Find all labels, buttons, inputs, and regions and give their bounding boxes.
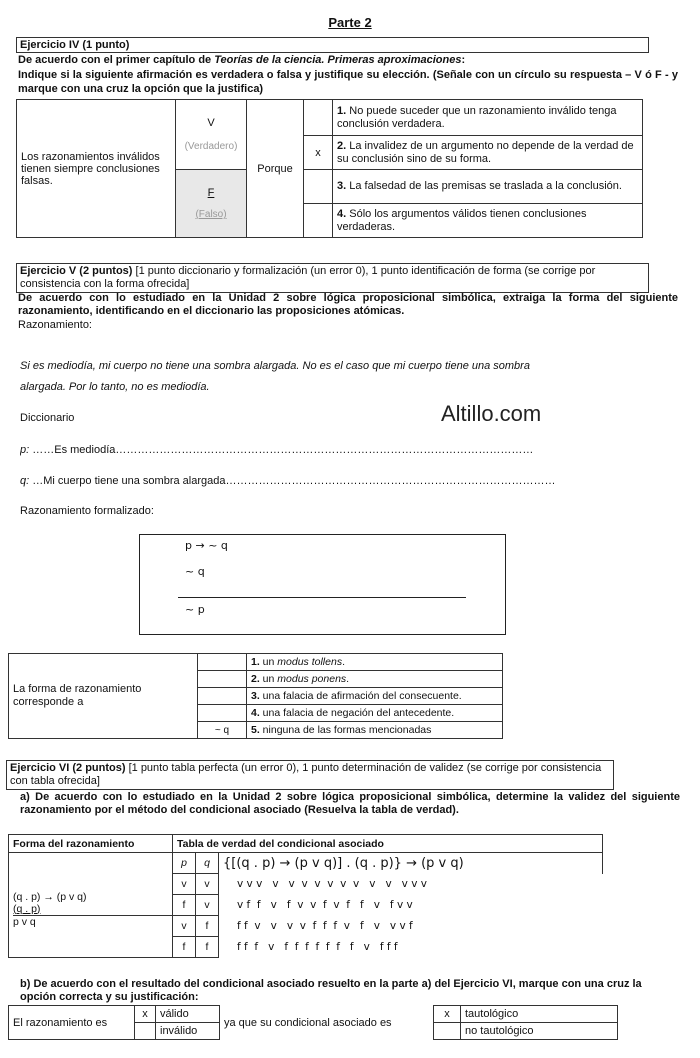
ex6-invalid-mark[interactable] [135,1023,156,1040]
ex5-form-4-pre: una falacia de negación del antecedente. [259,707,455,719]
ex4-option-4-num: 4. [337,207,347,220]
ex4-option-4-text: Sólo los argumentos válidos tienen conclusiones verdaderas. [337,207,587,233]
ex5-form-1-num: 1. [251,656,260,668]
ex4-option-2-num: 2. [337,139,347,152]
ex6-col-table: Tabla de verdad del condicional asociado [173,835,603,853]
ex5-premise2: ~ q [185,565,205,578]
ex4-option-4 [333,204,643,238]
ex4-option-3 [333,170,643,204]
part-title: Parte 2 [328,15,372,30]
ex4-source-line [18,54,678,66]
ex6-p-head: p [173,853,196,874]
ex6-tautologico: tautológico [461,1006,618,1023]
ex6-row3-q: f [196,916,219,937]
ex6-row1-q: v [196,874,219,895]
ex6-valid-mark[interactable]: x [135,1006,156,1023]
ex6-invalido: inválido [156,1023,220,1040]
ex6-validity-table [8,1005,618,1040]
ex6-notaut-mark[interactable] [434,1023,461,1040]
ex6-truth-table [8,834,603,958]
ex6-col-form: Forma del razonamiento [9,835,173,853]
ex5-form-2-it: modus ponens [277,673,347,685]
ex4-header: Ejercicio IV (1 punto) [16,37,649,53]
ex5-form-5-pre: ninguna de las formas mencionadas [259,724,432,736]
ex6-q-head: q [196,853,219,874]
ex5-form-3-pre: una falacia de afirmación del consecuente. [259,690,462,702]
ex6-ya-que: ya que su condicional asociado es [220,1006,434,1040]
ex6-row3-p: v [173,916,196,937]
ex5-form-mark-3[interactable] [198,688,247,705]
ex5-form-1 [247,654,503,671]
ex5-form-mark-2[interactable] [198,671,247,688]
ex6-row4-p: f [173,937,196,958]
ex6-row4-values: f f f v f f f f f f f v f f f [237,941,398,953]
ex5-header-title: Ejercicio V (2 puntos) [20,265,133,277]
ex6-prem2: (q . p) [13,902,41,915]
ex5-form-2 [247,671,503,688]
ex4-mark-4[interactable] [304,204,333,238]
ex4-option-3-text: La falsedad de las premisas se traslada a la conclusión. [346,180,622,192]
ex4-option-1-text: No puede suceder que un razonamiento inválido tenga conclusión verdadera. [337,104,617,130]
ex5-p-text: ……Es mediodía…………………………………………………………………………………………………… [32,444,534,456]
ex4-instruction: Indique si la siguiente afirmación es verdadera o falsa y justifique su elección. (Señale con un círculo su respuesta – V ó F - y marque con una cruz la opción que la justifica) [18,69,678,95]
ex5-form-1-it: modus tollens [277,656,343,668]
ex5-argument-line1: Si es mediodía, mi cuerpo no tiene una sombra alargada. No es el caso que mi cuerpo tiene una sombra [20,360,530,372]
ex4-v-letter: V [207,117,215,129]
ex5-form-4 [247,705,503,722]
ex5-argument-line2: alargada. Por lo tanto, no es mediodía. [20,381,210,393]
ex6-row2-p: f [173,895,196,916]
ex5-form-mark-5[interactable]: ~ q [198,722,247,739]
watermark: Altillo.com [441,401,542,426]
ex5-formal-box [139,534,506,635]
ex5-form-5 [247,722,503,739]
ex4-option-1-num: 1. [337,104,347,117]
ex5-form-4-num: 4. [251,707,260,719]
ex5-header [16,263,649,293]
ex6-row2-q: v [196,895,219,916]
ex5-form-3-num: 3. [251,690,260,702]
ex4-f-letter: F [207,187,215,199]
ex6-prem1: (q . p) → (p v q) [13,890,87,903]
ex5-razonamiento-label: Razonamiento: [18,319,92,331]
ex6-no-tautologico: no tautológico [461,1023,618,1040]
ex6-row1-values: v v v v v v v v v v v v v v v [237,878,427,890]
ex5-dict-p [20,444,620,456]
ex5-q-label: q: [20,475,30,487]
ex4-source-a: De acuerdo con el primer capítulo de [18,54,215,66]
ex5-header-criteria: [1 punto diccionario y formalización (un error 0), 1 punto identificación de forma (se corrige por consistencia con la forma ofrecida] [20,265,596,290]
ex4-porque: Porque [247,100,304,238]
ex5-form-statement: La forma de razonamiento corresponde a [9,654,198,739]
ex5-dictionary-label: Diccionario [20,412,75,424]
ex4-option-2-text: La invalidez de un argumento no depende de la verdad de su conclusión sino de su forma. [337,139,634,165]
ex5-form-mark-4[interactable] [198,705,247,722]
ex4-option-3-num: 3. [337,180,347,192]
ex6-header-title: Ejercicio VI (2 puntos) [10,762,126,774]
ex5-q-text: …Mi cuerpo tiene una sombra alargada……………………………………………………………………………… [32,475,556,487]
ex6-row3-values: f f v v v v f f f v f v v v f [237,920,413,932]
ex4-statement: Los razonamientos inválidos tienen siempre conclusiones falsas. [17,100,176,238]
ex6-part-a: a) De acuerdo con lo estudiado en la Unidad 2 sobre lógica proposicional simbólica, determine la validez del siguiente razonamiento por el método del condicional asociado (Resuelva la tabla de verdad). [20,791,680,816]
ex6-header [6,760,614,790]
ex6-part-b: b) De acuerdo con el resultado del condicional asociado resuelto en la parte a) del Ejercicio VI, marque con una cruz la opción correcta y su justificación: [20,978,642,1003]
ex6-row1-p: v [173,874,196,895]
ex4-source-c: : [461,54,466,66]
ex5-form-table [8,653,503,739]
ex6-header-criteria: [1 punto tabla perfecta (un error 0), 1 punto determinación de validez (se corrige por consistencia con tabla ofrecida] [10,762,602,787]
ex6-razonamiento-es: El razonamiento es [9,1006,135,1040]
ex4-option-2 [333,136,643,170]
ex4-f-cell[interactable] [176,170,247,238]
ex6-valido: válido [156,1006,220,1023]
ex5-form-2-post: . [346,673,350,685]
ex5-form-1-post: . [342,656,345,668]
ex4-v-word: (Verdadero) [184,141,238,152]
ex6-argument-form [9,853,173,958]
ex4-table [16,99,643,238]
ex4-f-word: (Falso) [195,209,227,220]
ex4-option-1 [333,100,643,136]
ex5-form-2-num: 2. [251,673,260,685]
ex4-source-book: Teorías de la ciencia. Primeras aproximaciones [214,54,462,66]
ex5-premise1: p → ~ q [185,539,228,552]
ex5-formalized-label: Razonamiento formalizado: [20,505,154,517]
ex5-inference-line [178,597,466,598]
ex6-formula: {[(q . p) → (p v q)] . (q . p)} → (p v q) [219,853,603,874]
ex4-mark-3[interactable] [304,170,333,204]
ex5-dict-q [20,475,620,487]
ex5-form-1-pre: un [259,656,278,668]
ex6-row2-values: v f f v f v v f v f f v f v v [237,899,413,911]
ex5-form-5-num: 5. [251,724,260,736]
ex5-form-mark-1[interactable] [198,654,247,671]
ex5-instruction: De acuerdo con lo estudiado en la Unidad 2 sobre lógica proposicional simbólica, extraiga la forma del siguiente razonamiento, identificando en el diccionario las proposiciones atómicas. [18,292,678,317]
ex5-form-3 [247,688,503,705]
ex6-row4-q: f [196,937,219,958]
ex5-conclusion: ~ p [185,603,205,616]
ex6-taut-mark[interactable]: x [434,1006,461,1023]
ex4-mark-1[interactable] [304,100,333,136]
ex4-mark-2[interactable]: x [304,136,333,170]
ex4-v-cell[interactable] [176,100,247,170]
ex6-concl: p v q [13,915,172,928]
ex5-form-2-pre: un [259,673,278,685]
ex5-p-label: p: [20,444,30,456]
